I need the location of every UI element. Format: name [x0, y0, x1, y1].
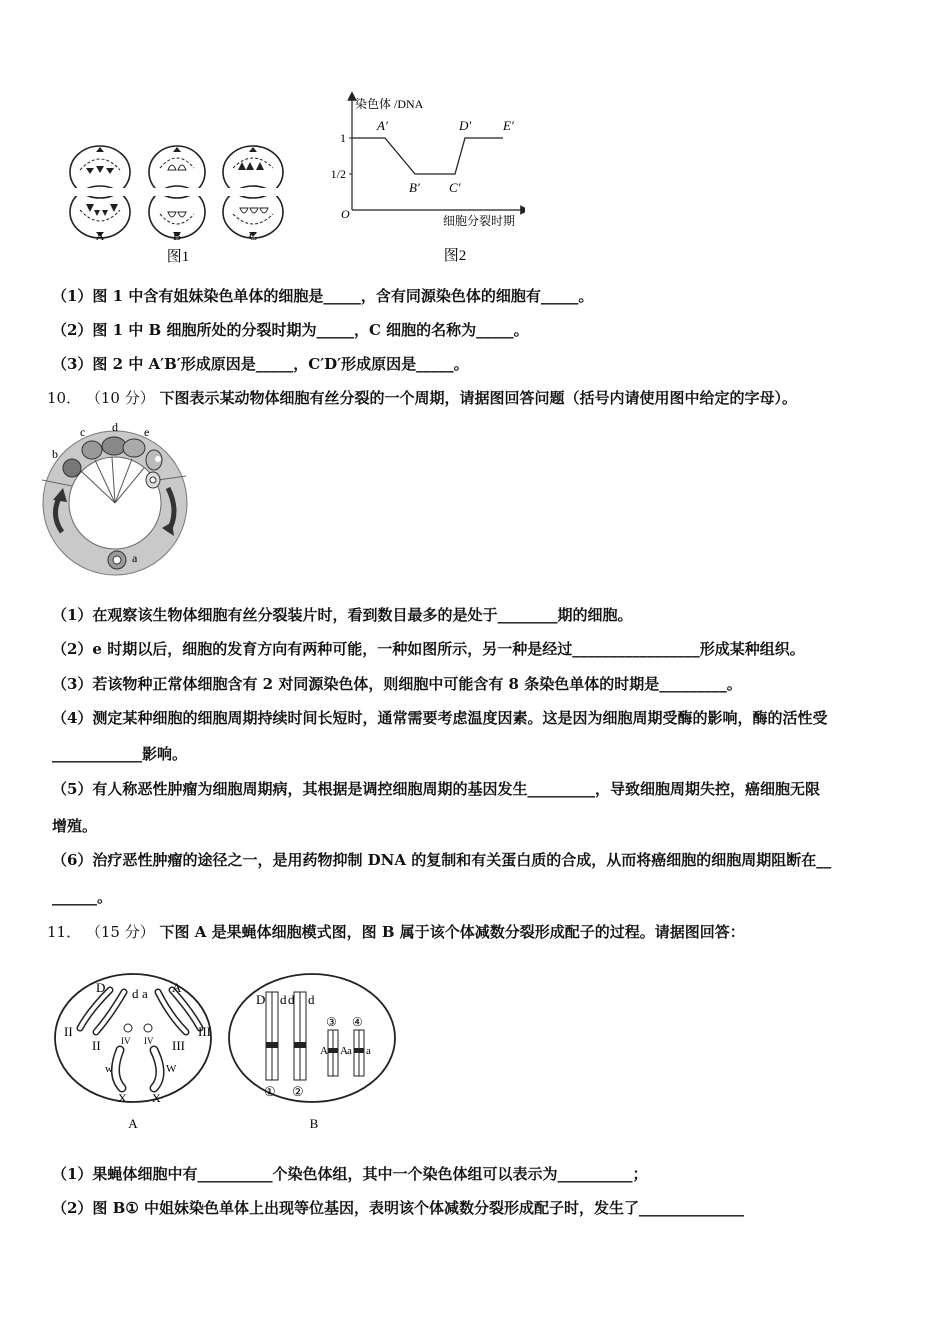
q10-line-5-cont: 增殖。	[52, 817, 98, 835]
q10-number: 10．	[47, 389, 82, 407]
figure-2-chart	[325, 90, 525, 268]
point-label: B′	[409, 180, 420, 195]
figure-a-caption: A	[128, 1116, 138, 1131]
figa-label-IV-right: IV	[144, 1036, 154, 1046]
q11-line-2: （2）图 B① 中姐妹染色单体上出现等位基因，表明该个体减数分裂形成配子时，发生了______________	[52, 1199, 745, 1217]
cell-c-drawing	[223, 146, 283, 238]
q9-line-1: （1）图 1 中含有姐妹染色单体的细胞是_____，含有同源染色体的细胞有_____。	[52, 287, 594, 305]
q11-number: 11．	[47, 923, 82, 941]
q11-header	[47, 922, 745, 942]
figb-label-2: ②	[292, 1084, 304, 1099]
cell-cycle-diagram	[40, 420, 200, 580]
figb-label-a2: a	[366, 1045, 371, 1057]
y-axis-label: 染色体 /DNA	[355, 97, 424, 111]
q10-line-5: （5）有人称恶性肿瘤为细胞周期病，其根据是调控细胞周期的基因发生_________，导致细胞周期失控，癌细胞无限	[52, 780, 820, 798]
figure-b-caption: B	[309, 1116, 319, 1131]
q10-line-6-cont: ______。	[52, 888, 113, 906]
cell-label-a: A	[95, 229, 105, 243]
q10-line-2: （2）e 时期以后，细胞的发育方向有两种可能，一种如图所示，另一种是经过_________________形成某种组织。	[52, 640, 805, 658]
q11-stem: 下图 A 是果蝇体细胞模式图，图 B 属于该个体减数分裂形成配子的过程。请据图回答：	[159, 923, 745, 941]
point-label: E′	[503, 118, 514, 133]
figa-label-a: a	[142, 986, 148, 1001]
figure-a-cell	[55, 974, 211, 1105]
q10-line-3: （3）若该物种正常体细胞含有 2 对同源染色体，则细胞中可能含有 8 条染色单体的时期是_________。	[52, 675, 742, 693]
q10-line-4-cont: ____________影响。	[52, 745, 188, 763]
q10-line-6: （6）治疗恶性肿瘤的途径之一，是用药物抑制 DNA 的复制和有关蛋白质的合成，从而将癌细胞的细胞周期阻断在__	[52, 851, 832, 869]
figa-label-X-right: X	[152, 1091, 161, 1105]
figa-label-II-inner: II	[92, 1038, 101, 1053]
figa-label-IV-left: IV	[121, 1036, 131, 1046]
figb-label-A1: A	[320, 1045, 328, 1057]
q11-line-1: （1）果蝇体细胞中有__________个染色体组，其中一个染色体组可以表示为__________；	[52, 1165, 648, 1183]
phase-label-e: e	[144, 425, 150, 439]
series-line	[352, 138, 503, 174]
q9-line-3: （3）图 2 中 A′B′形成原因是_____，C′D′形成原因是_____。	[52, 355, 469, 373]
figa-label-D: D	[96, 980, 106, 995]
figb-label-1: ①	[264, 1084, 276, 1099]
figure-2-caption: 图2	[443, 248, 467, 264]
y-tick-label: 1	[340, 131, 346, 145]
x-axis-label: 细胞分裂时期	[443, 214, 516, 228]
phase-label-c: c	[80, 425, 86, 439]
point-label: D′	[459, 118, 472, 133]
drosophila-figure	[50, 970, 410, 1140]
q10-line-4: （4）测定某种细胞的细胞周期持续时间长短时，通常需要考虑温度因素。这是因为细胞周期受酶的影响，酶的活性受	[52, 709, 828, 727]
point-label: C′	[449, 180, 461, 195]
figa-label-III-inner: III	[172, 1038, 185, 1053]
figa-label-W: W	[166, 1063, 177, 1075]
figa-label-X-left: X	[118, 1091, 127, 1105]
cell-label-b: B	[172, 229, 182, 243]
figa-label-A: A	[172, 980, 182, 995]
cell-label-c: C	[248, 229, 258, 243]
figb-label-d3: d	[308, 992, 315, 1007]
figb-label-a1: a	[347, 1045, 352, 1057]
figb-label-A2: A	[340, 1045, 348, 1057]
q10-score: （10 分）	[85, 389, 155, 407]
cell-a-drawing	[70, 146, 130, 238]
phase-label-a: a	[132, 551, 138, 565]
cell-b-drawing	[149, 146, 205, 238]
q9-line-2: （2）图 1 中 B 细胞所处的分裂时期为_____，C 细胞的名称为_____。	[52, 321, 529, 339]
point-label: A′	[377, 118, 388, 133]
q10-header	[47, 388, 797, 408]
figb-label-D: D	[256, 992, 266, 1007]
figa-label-III-right: III	[198, 1024, 211, 1039]
figb-label-3: ③	[326, 1015, 337, 1029]
figa-label-II-left: II	[64, 1024, 73, 1039]
phase-label-d: d	[112, 420, 118, 434]
figb-label-d2: d	[288, 992, 295, 1007]
q10-stem: 下图表示某动物体细胞有丝分裂的一个周期，请据图回答问题（括号内请使用图中给定的字母）。	[159, 389, 798, 407]
figure-1-caption: 图1	[166, 249, 190, 265]
figure-b-cell	[229, 974, 395, 1102]
q10-line-1: （1）在观察该生物体细胞有丝分裂装片时，看到数目最多的是处于________期的细胞。	[52, 606, 633, 624]
y-tick-label: 1/2	[330, 167, 346, 181]
figb-label-d1: d	[280, 992, 287, 1007]
figa-label-d: d	[132, 986, 139, 1001]
figb-label-4: ④	[352, 1015, 363, 1029]
origin-label: O	[341, 207, 350, 221]
phase-label-b: b	[52, 447, 58, 461]
figure-1	[60, 140, 300, 270]
q11-score: （15 分）	[85, 923, 155, 941]
figa-label-w: w	[105, 1063, 113, 1075]
